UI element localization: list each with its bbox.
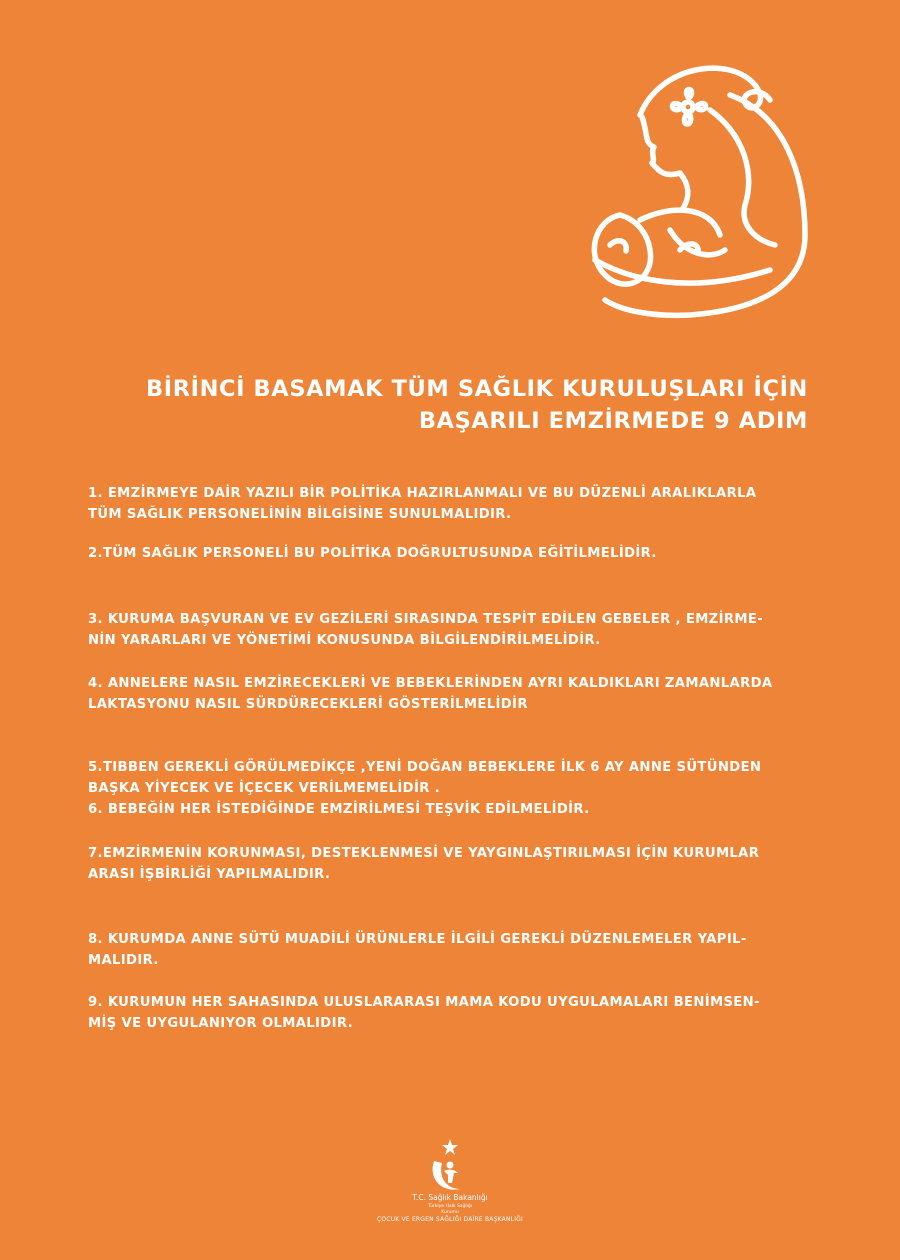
step-8-line-2: MALIDIR.: [88, 953, 159, 968]
ministry-logo-icon: [420, 1135, 480, 1197]
title-line-2: BAŞARILI EMZİRMEDE 9 ADIM: [418, 408, 808, 434]
poster-title: [108, 373, 808, 437]
institution-name: [300, 1204, 600, 1216]
step-9: [88, 992, 760, 1034]
step-4: [88, 673, 772, 715]
institution-line-2: Kurumu: [441, 1210, 459, 1215]
step-7: [88, 843, 759, 885]
step-3-line-2: NİN YARARLARI VE YÖNETİMİ KONUSUNDA BİLGİLENDİRİLMELİDİR.: [88, 633, 601, 648]
title-line-1: BİRİNCİ BASAMAK TÜM SAĞLIK KURULUŞLARI İÇİN: [145, 376, 808, 402]
step-4-line-1: 4. ANNELERE NASIL EMZİRECEKLERİ VE BEBEKLERİNDEN AYRI KALDIKLARI ZAMANLARDA: [88, 676, 773, 691]
ministry-name: T.C. Sağlık Bakanlığı: [412, 1193, 488, 1202]
step-1: [88, 483, 756, 525]
step-3: [88, 609, 763, 651]
step-3-line-1: 3. KURUMA BAŞVURAN VE EV GEZİLERİ SIRASINDA TESPİT EDİLEN GEBELER , EMZİRME-: [88, 612, 764, 627]
step-9-line-2: MİŞ VE UYGULANIYOR OLMALIDIR.: [88, 1016, 353, 1031]
step-5-line-2: BAŞKA YİYECEK VE İÇECEK VERİLMEMELİDİR .: [88, 781, 441, 796]
institution-line-1: Türkiye Halk Sağlığı: [427, 1204, 473, 1209]
step-5-6: [88, 757, 761, 820]
step-1-line-2: TÜM SAĞLIK PERSONELİNİN BİLGİSİNE SUNULMALIDIR.: [88, 507, 512, 522]
step-8-line-1: 8. KURUMDA ANNE SÜTÜ MUADİLİ ÜRÜNLERLE İLGİLİ GEREKLİ DÜZENLEMELER YAPIL-: [88, 932, 747, 947]
step-5-line-1: 5.TIBBEN GEREKLİ GÖRÜLMEDİKÇE ,YENİ DOĞAN BEBEKLERE İLK 6 AY ANNE SÜTÜNDEN: [88, 760, 762, 775]
step-8: [88, 929, 747, 971]
step-4-line-2: LAKTASYONU NASIL SÜRDÜRECEKLERİ GÖSTERİLMELİDİR: [88, 697, 528, 712]
breastfeeding-mother-icon: [570, 55, 815, 330]
step-1-line-1: 1. EMZİRMEYE DAİR YAZILI BİR POLİTİKA HAZIRLANMALI VE BU DÜZENLİ ARALIKLARLA: [88, 486, 757, 501]
step-7-line-1: 7.EMZİRMENİN KORUNMASI, DESTEKLENMESİ VE YAYGINLAŞTIRILMASI İÇİN KURUMLAR: [88, 846, 760, 861]
step-9-line-1: 9. KURUMUN HER SAHASINDA ULUSLARARASI MAMA KODU UYGULAMALARI BENİMSEN-: [88, 995, 760, 1010]
step-2: [88, 543, 657, 564]
step-6-line-1: 6. BEBEĞİN HER İSTEDİĞİNDE EMZİRİLMESİ TEŞVİK EDİLMELİDİR.: [88, 802, 590, 817]
step-7-line-2: ARASI İŞBİRLİĞİ YAPILMALIDIR.: [88, 867, 331, 882]
department-name: ÇOCUK VE ERGEN SAĞLIĞI DAİRE BAŞKANLIĞI: [377, 1216, 523, 1223]
step-2-line-1: 2.TÜM SAĞLIK PERSONELİ BU POLİTİKA DOĞRULTUSUNDA EĞİTİLMELİDİR.: [88, 546, 657, 561]
